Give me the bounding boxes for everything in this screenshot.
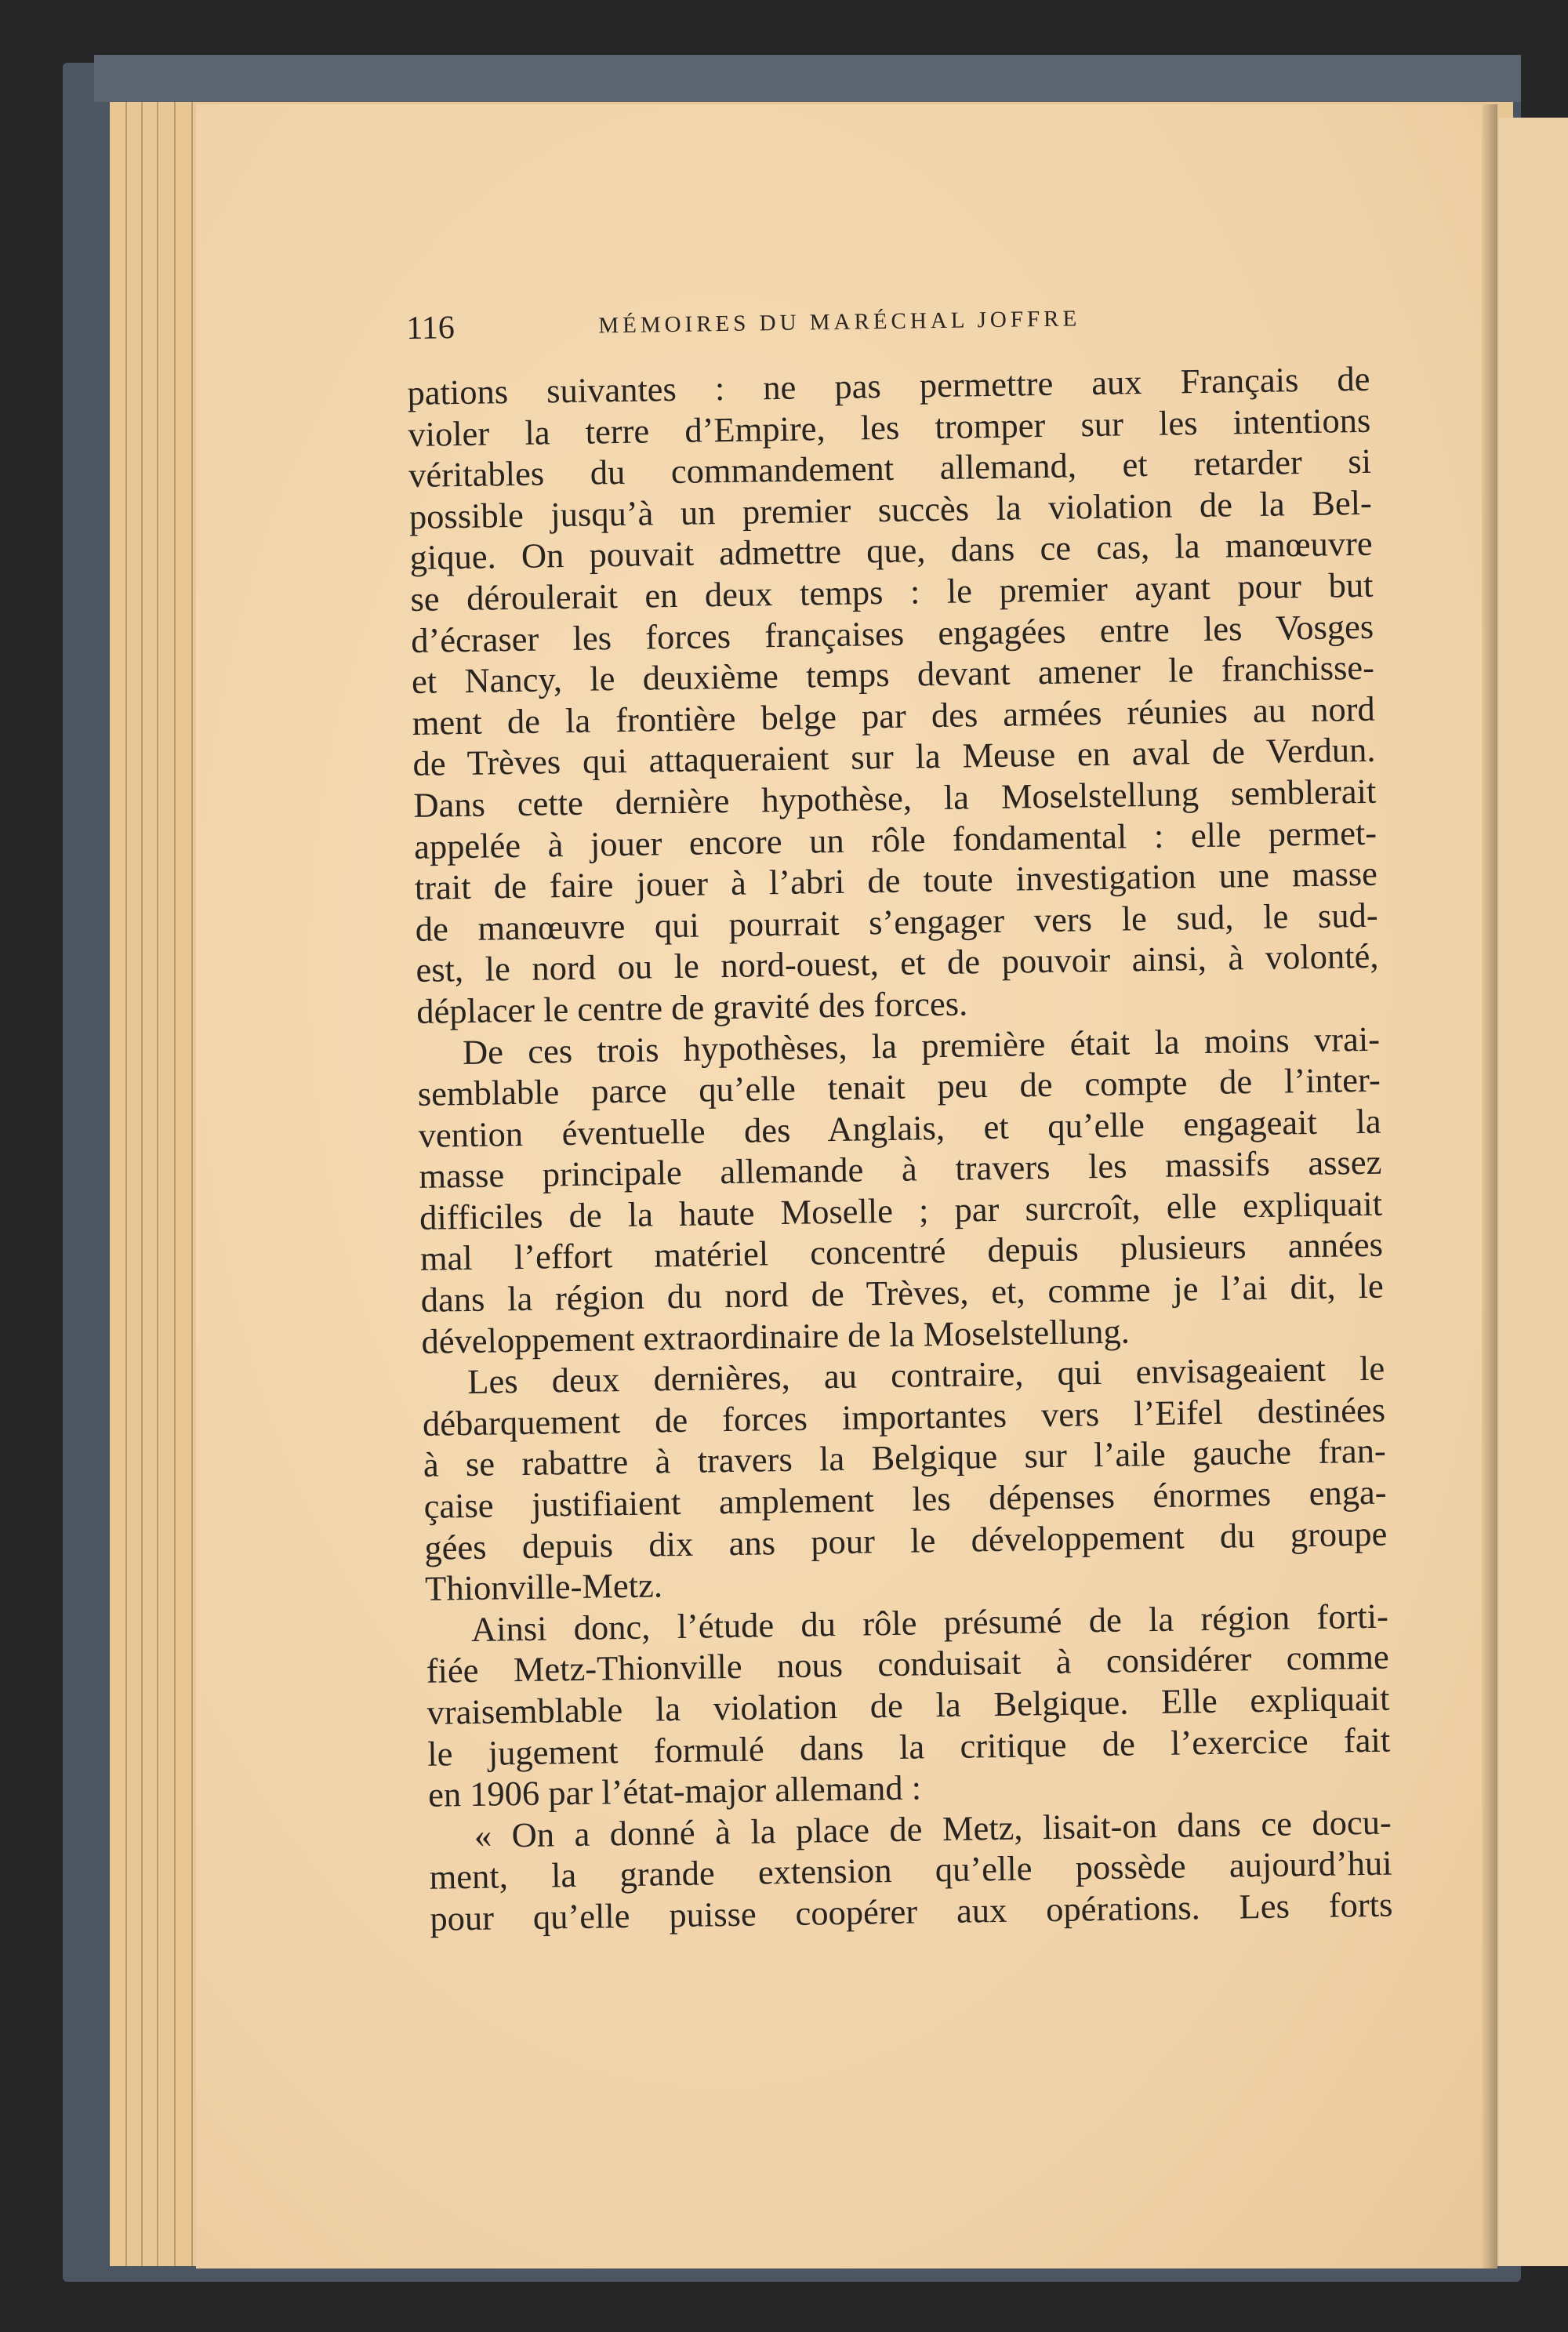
page-number: 116 [406, 310, 456, 347]
text-line: véritables du commandement allemand, et retarder si [408, 441, 1372, 496]
text-line: violer la terre d’Empire, les tromper sur les intentions [407, 400, 1371, 454]
text-line: Dans cette dernière hypothèse, la Moselstellung semblerait [413, 771, 1377, 825]
text-line: fiée Metz-Thionville nous conduisait à considérer comme [426, 1637, 1389, 1691]
facing-page-edge [1499, 118, 1568, 2266]
text-line: semblable parce qu’elle tenait peu de compte de l’inter- [417, 1059, 1381, 1113]
text-line: pour qu’elle puisse coopérer aux opérations. Les forts [430, 1884, 1393, 1938]
text-line: gique. On pouvait admettre que, dans ce cas, la manœuvre [409, 524, 1373, 578]
text-line: « On a donné à la place de Metz, lisait-on dans ce docu- [474, 1802, 1392, 1855]
text-line: développement extraordinaire de la Moselstellung. [421, 1311, 1131, 1361]
text-line: possible jusqu’à un premier succès la violation de la Bel- [408, 482, 1373, 536]
text-line: trait de faire jouer à l’abri de toute investigation une masse [414, 853, 1378, 908]
text-line: de Trèves qui attaqueraient sur la Meuse en aval de Verdun. [412, 730, 1376, 784]
text-line: Ainsi donc, l’étude du rôle présumé de la région forti- [470, 1596, 1389, 1649]
text-line: est, le nord ou le nord-ouest, et de pouvoir ainsi, à volonté, [416, 936, 1379, 990]
text-line: Thionville-Metz. [424, 1565, 663, 1609]
text-line: déplacer le centre de gravité des forces. [416, 983, 968, 1031]
text-line: et Nancy, le deuxième temps devant amener le franchisse- [411, 647, 1375, 702]
text-line: ment de la frontière belge par des armées réunies au nord [412, 688, 1376, 743]
text-line: le jugement formulé dans la critique de l’exercice fait [426, 1720, 1391, 1774]
text-line: à se rabattre à travers la Belgique sur l’aile gauche fran- [423, 1431, 1387, 1485]
page-edge [174, 102, 176, 2266]
text-line: pations suivantes : ne pas permettre aux Français de [407, 358, 1370, 412]
text-line: vention éventuelle des Anglais, et qu’elle engageait la [418, 1101, 1381, 1155]
text-line: mal l’effort matériel concentré depuis plusieurs années [419, 1225, 1384, 1279]
text-line: De ces trois hypothèses, la première était la moins vrai- [462, 1019, 1381, 1072]
running-head: MÉMOIRES DU MARÉCHAL JOFFRE [598, 306, 1081, 339]
text-line: difficiles de la haute Moselle ; par surcroît, elle expliquait [419, 1183, 1383, 1237]
text-line: en 1906 par l’état-major allemand : [427, 1767, 922, 1814]
text-line: ment, la grande extension qu’elle possède aujourd’hui [429, 1843, 1392, 1898]
page-edge [125, 102, 127, 2266]
book-gutter [1482, 104, 1497, 2268]
text-line: appelée à jouer encore un rôle fondamental : elle permet- [413, 812, 1377, 866]
body-text [407, 358, 1393, 1940]
page-edge [157, 102, 158, 2266]
text-line: dans la région du nord de Trèves, et, comme je l’ai dit, le [420, 1266, 1384, 1320]
text-line: se déroulerait en deux temps : le premier ayant pour but [410, 565, 1374, 619]
text-line: Les deux dernières, au contraire, qui envisageaient le [466, 1348, 1385, 1402]
page-edge [141, 102, 143, 2266]
text-line: d’écraser les forces françaises engagées entre les Vosges [410, 606, 1374, 660]
text-line: gées depuis dix ans pour le développement du groupe [424, 1513, 1388, 1567]
text-line: masse principale allemande à travers les massifs assez [419, 1142, 1382, 1197]
text-line: débarquement de forces importantes vers l’Eifel destinées [422, 1389, 1386, 1444]
text-line: çaise justifiaient amplement les dépenses énormes enga- [423, 1472, 1387, 1526]
book-cover-top-edge [94, 55, 1521, 102]
text-line: de manœuvre qui pourrait s’engager vers le sud, le sud- [415, 895, 1378, 949]
text-line: vraisemblable la violation de la Belgique. Elle expliquait [426, 1678, 1390, 1732]
page-content [406, 296, 1393, 1940]
page-edge [191, 102, 193, 2266]
